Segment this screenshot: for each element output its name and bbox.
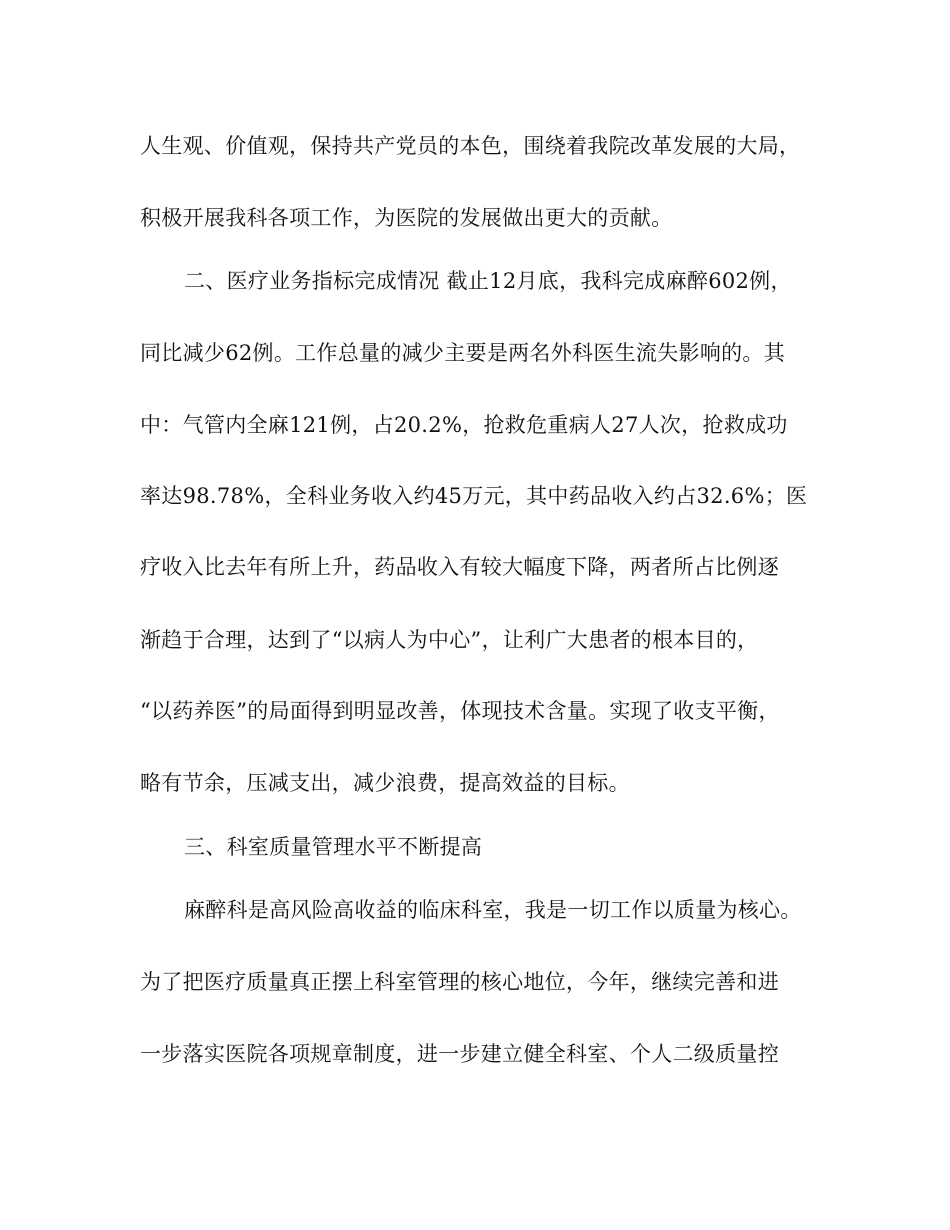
- text-line: “以药养医”的局面得到明显改善，体现技术含量。实现了收支平衡，: [140, 699, 780, 723]
- text-line: 率达98.78%，全科业务收入约45万元，其中药品收入约占32.6%；医: [140, 484, 808, 508]
- text-line: 积极开展我科各项工作，为医院的发展做出更大的贡献。: [140, 206, 673, 230]
- text-line: 略有节余，压减支出，减少浪费，提高效益的目标。: [140, 771, 630, 795]
- text-line: 中：气管内全麻121例，占20.2%，抢救危重病人27人次，抢救成功: [140, 413, 788, 437]
- section-heading: 三、科室质量管理水平不断提高: [184, 835, 483, 859]
- text-line: 渐趋于合理，达到了“以病人为中心”，让利广大患者的根本目的，: [140, 628, 759, 652]
- text-line: 疗收入比去年有所上升，药品收入有较大幅度下降，两者所占比例逐: [140, 555, 779, 579]
- text-line: 一步落实医院各项规章制度，进一步建立健全科室、个人二级质量控: [140, 1042, 779, 1066]
- section-heading-line: 二、医疗业务指标完成情况 截止12月底，我科完成麻醉602例，: [184, 269, 792, 293]
- text-line: 人生观、价值观，保持共产党员的本色，围绕着我院改革发展的大局，: [140, 134, 801, 158]
- text-line: 为了把医疗质量真正摆上科室管理的核心地位，今年，继续完善和进: [140, 970, 779, 994]
- text-line: 同比减少62例。工作总量的减少主要是两名外科医生流失影响的。其: [140, 341, 786, 365]
- text-line: 麻醉科是高风险高收益的临床科室，我是一切工作以质量为核心。: [184, 898, 802, 922]
